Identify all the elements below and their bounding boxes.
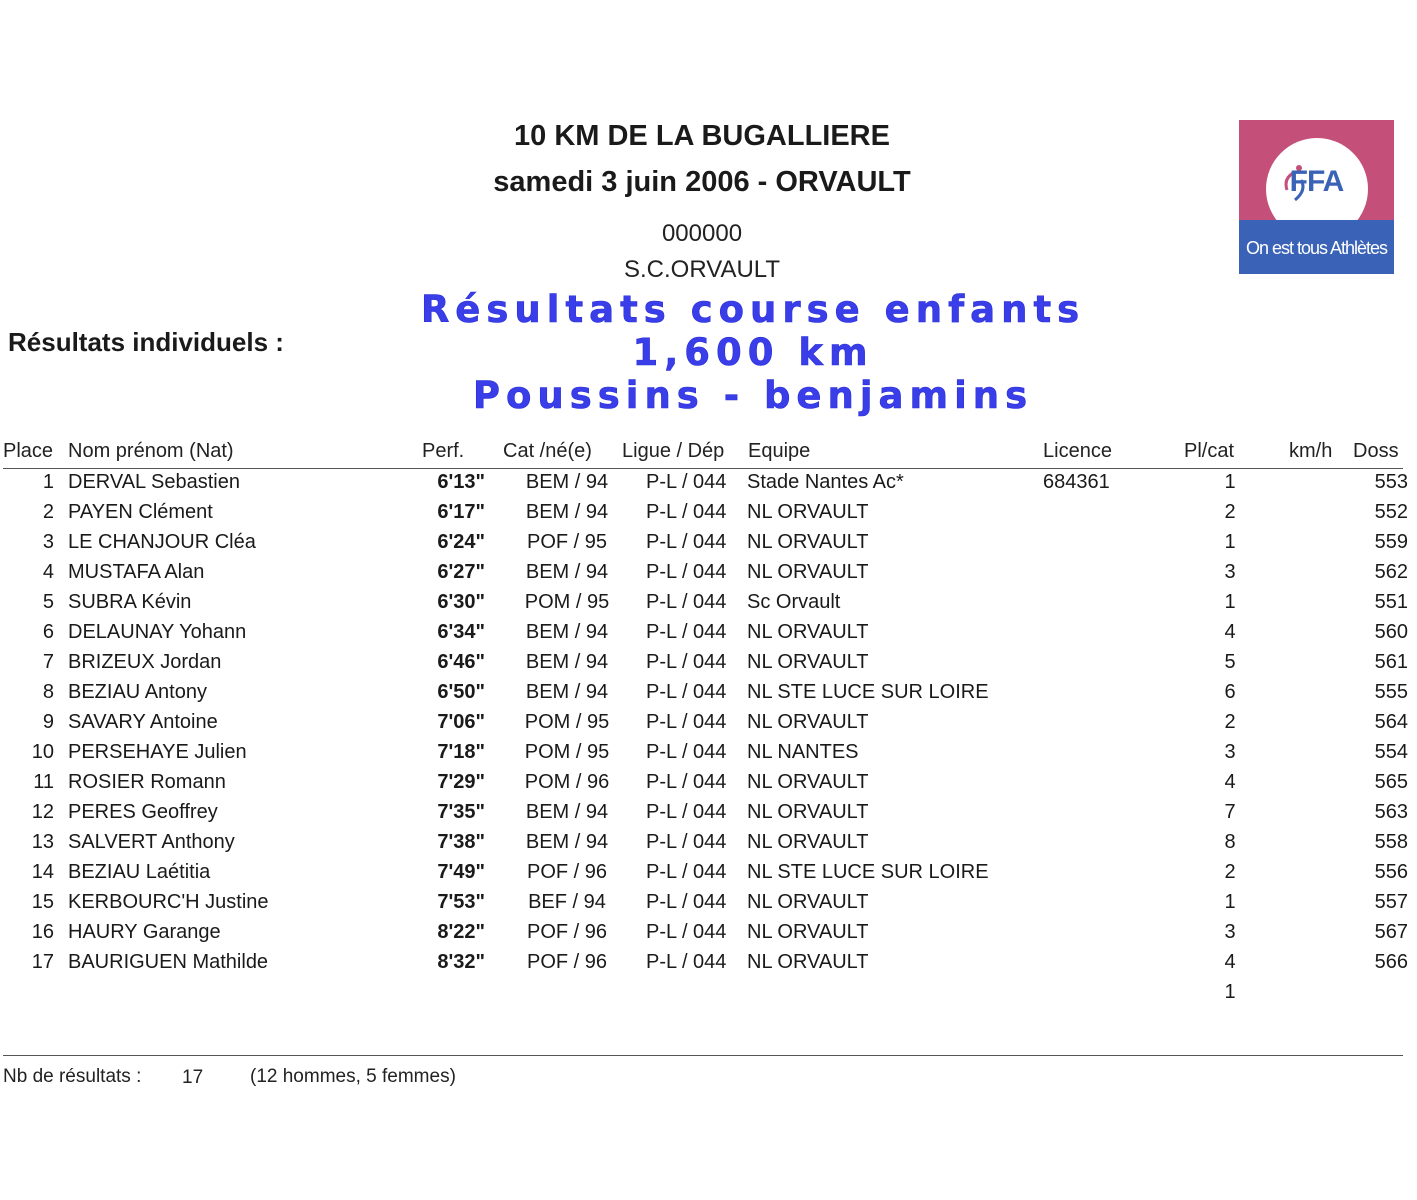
cell-plcat: 3 (1224, 741, 1236, 763)
cell-perf: 6'30" (437, 591, 485, 613)
cell-plcat: 3 (1224, 561, 1236, 583)
cell-ligue: P-L / 044 (646, 951, 727, 973)
cell-team: NL ORVAULT (747, 951, 869, 973)
cell-place: 8 (42, 681, 54, 703)
col-header-place: Place (3, 440, 54, 462)
cell-category: BEM / 94 (525, 621, 609, 643)
cell-plcat: 2 (1224, 501, 1236, 523)
cell-name: PAYEN Clément (68, 501, 213, 523)
table-row (0, 801, 1417, 831)
table-row (0, 651, 1417, 681)
cell-place: 1 (42, 471, 54, 493)
col-header-ligue: Ligue / Dép (622, 440, 725, 462)
col-header-licence: Licence (1043, 440, 1112, 462)
handwritten-distance: 1,600 km (632, 331, 874, 374)
table-row (0, 471, 1417, 501)
cell-bib: 551 (1374, 591, 1408, 613)
cell-plcat: 2 (1224, 711, 1236, 733)
handwritten-course-title: Résultats course enfants (420, 288, 1086, 331)
cell-place: 7 (42, 651, 54, 673)
cell-team: NL ORVAULT (747, 891, 869, 913)
cell-plcat: 7 (1224, 801, 1236, 823)
cell-place: 13 (31, 831, 54, 853)
cell-ligue: P-L / 044 (646, 741, 727, 763)
cell-place: 17 (31, 951, 54, 973)
cell-perf: 6'27" (437, 561, 485, 583)
cell-name: KERBOURC'H Justine (68, 891, 269, 913)
cell-category: BEM / 94 (525, 501, 609, 523)
table-row (0, 591, 1417, 621)
cell-perf: 7'35" (437, 801, 485, 823)
cell-ligue: P-L / 044 (646, 471, 727, 493)
cell-ligue: P-L / 044 (646, 561, 727, 583)
cell-perf: 6'50" (437, 681, 485, 703)
cell-team: NL ORVAULT (747, 531, 869, 553)
cell-bib: 564 (1374, 711, 1408, 733)
col-header-equipe: Equipe (748, 440, 811, 462)
col-header-name: Nom prénom (Nat) (68, 440, 234, 462)
cell-category: POM / 96 (524, 771, 610, 793)
cell-ligue: P-L / 044 (646, 621, 727, 643)
logo-text: FFA (1289, 165, 1344, 198)
table-row (0, 891, 1417, 921)
footer-divider (3, 1055, 1403, 1056)
cell-name: BEZIAU Laétitia (68, 861, 211, 883)
cell-category: BEF / 94 (528, 891, 606, 913)
cell-team: NL ORVAULT (747, 921, 869, 943)
cell-plcat: 4 (1224, 771, 1236, 793)
cell-place: 14 (31, 861, 54, 883)
cell-plcat: 1 (1224, 981, 1236, 1003)
cell-name: SALVERT Anthony (68, 831, 235, 853)
table-row (0, 951, 1417, 981)
col-header-cat: Cat /né(e) (503, 440, 592, 462)
cell-team: NL ORVAULT (747, 801, 869, 823)
cell-category: BEM / 94 (525, 681, 609, 703)
cell-perf: 6'24" (437, 531, 485, 553)
cell-category: BEM / 94 (525, 801, 609, 823)
cell-place: 10 (31, 741, 54, 763)
cell-name: SAVARY Antoine (68, 711, 218, 733)
cell-ligue: P-L / 044 (646, 801, 727, 823)
table-row (0, 621, 1417, 651)
cell-plcat: 5 (1224, 651, 1236, 673)
event-code: 000000 (661, 220, 743, 247)
cell-name: ROSIER Romann (68, 771, 226, 793)
cell-bib: 557 (1374, 891, 1408, 913)
cell-perf: 7'18" (437, 741, 485, 763)
table-row (0, 561, 1417, 591)
cell-name: LE CHANJOUR Cléa (68, 531, 256, 553)
cell-perf: 7'49" (437, 861, 485, 883)
handwritten-categories: Poussins - benjamins (472, 374, 1034, 417)
table-row (0, 531, 1417, 561)
logo-top-panel (1239, 120, 1394, 220)
table-row (0, 861, 1417, 891)
cell-ligue: P-L / 044 (646, 771, 727, 793)
cell-plcat: 4 (1224, 951, 1236, 973)
table-row (0, 501, 1417, 531)
cell-place: 11 (33, 771, 54, 793)
cell-team: Stade Nantes Ac* (747, 471, 904, 493)
table-row (0, 831, 1417, 861)
cell-bib: 552 (1374, 501, 1408, 523)
cell-category: BEM / 94 (525, 471, 609, 493)
cell-name: PERSEHAYE Julien (68, 741, 247, 763)
cell-category: POF / 96 (526, 921, 608, 943)
cell-name: DERVAL Sebastien (68, 471, 240, 493)
cell-bib: 555 (1374, 681, 1408, 703)
cell-ligue: P-L / 044 (646, 681, 727, 703)
col-header-plcat: Pl/cat (1184, 440, 1235, 462)
col-header-doss: Doss (1353, 440, 1399, 462)
results-breakdown: (12 hommes, 5 femmes) (250, 1066, 456, 1087)
cell-team: NL STE LUCE SUR LOIRE (747, 861, 989, 883)
cell-category: POF / 95 (526, 531, 608, 553)
cell-place: 9 (42, 711, 54, 733)
table-row (0, 981, 1417, 1011)
page-title: 10 KM DE LA BUGALLIERE (514, 120, 890, 152)
cell-place: 5 (42, 591, 54, 613)
cell-plcat: 3 (1224, 921, 1236, 943)
cell-bib: 563 (1374, 801, 1408, 823)
organizer-club: S.C.ORVAULT (623, 256, 781, 283)
table-row (0, 741, 1417, 771)
cell-bib: 558 (1374, 831, 1408, 853)
cell-plcat: 4 (1224, 621, 1236, 643)
cell-bib: 560 (1374, 621, 1408, 643)
cell-ligue: P-L / 044 (646, 711, 727, 733)
cell-team: NL ORVAULT (747, 501, 869, 523)
cell-place: 16 (31, 921, 54, 943)
cell-category: BEM / 94 (525, 831, 609, 853)
cell-place: 15 (31, 891, 54, 913)
ffa-logo (1239, 120, 1394, 274)
cell-ligue: P-L / 044 (646, 921, 727, 943)
cell-category: POM / 95 (524, 741, 610, 763)
results-count-label: Nb de résultats : (3, 1066, 142, 1087)
cell-team: NL ORVAULT (747, 651, 869, 673)
cell-team: NL NANTES (747, 741, 859, 763)
cell-name: MUSTAFA Alan (68, 561, 205, 583)
cell-bib: 556 (1374, 861, 1408, 883)
cell-plcat: 1 (1224, 531, 1236, 553)
cell-perf: 8'22" (437, 921, 485, 943)
cell-team: NL ORVAULT (747, 561, 869, 583)
cell-perf: 6'13" (437, 471, 485, 493)
cell-perf: 6'34" (437, 621, 485, 643)
cell-place: 4 (42, 561, 54, 583)
cell-perf: 8'32" (437, 951, 485, 973)
cell-perf: 7'06" (437, 711, 485, 733)
cell-ligue: P-L / 044 (646, 831, 727, 853)
cell-place: 2 (42, 501, 54, 523)
cell-bib: 554 (1374, 741, 1408, 763)
cell-plcat: 1 (1224, 891, 1236, 913)
logo-tagline: On est tous Athlètes (1245, 238, 1388, 258)
results-count: 17 (182, 1067, 204, 1088)
cell-category: POF / 96 (526, 951, 608, 973)
cell-bib: 565 (1374, 771, 1408, 793)
cell-name: PERES Geoffrey (68, 801, 218, 823)
cell-plcat: 1 (1224, 591, 1236, 613)
table-row (0, 921, 1417, 951)
cell-category: POM / 95 (524, 711, 610, 733)
cell-category: POM / 95 (524, 591, 610, 613)
cell-plcat: 2 (1224, 861, 1236, 883)
cell-bib: 553 (1374, 471, 1408, 493)
cell-name: DELAUNAY Yohann (68, 621, 247, 643)
cell-bib: 567 (1374, 921, 1408, 943)
cell-bib: 566 (1374, 951, 1408, 973)
cell-place: 3 (42, 531, 54, 553)
cell-bib: 561 (1374, 651, 1408, 673)
cell-licence: 684361 (1043, 471, 1110, 493)
cell-team: Sc Orvault (747, 591, 841, 613)
cell-place: 12 (31, 801, 54, 823)
cell-name: BEZIAU Antony (68, 681, 207, 703)
cell-team: NL ORVAULT (747, 771, 869, 793)
cell-ligue: P-L / 044 (646, 651, 727, 673)
cell-category: BEM / 94 (525, 651, 609, 673)
table-row (0, 711, 1417, 741)
event-date-location: samedi 3 juin 2006 - ORVAULT (493, 166, 911, 198)
col-header-perf: Perf. (422, 440, 465, 462)
cell-team: NL ORVAULT (747, 621, 869, 643)
cell-name: BAURIGUEN Mathilde (68, 951, 269, 973)
cell-perf: 7'29" (437, 771, 485, 793)
cell-category: POF / 96 (526, 861, 608, 883)
cell-ligue: P-L / 044 (646, 861, 727, 883)
cell-ligue: P-L / 044 (646, 531, 727, 553)
cell-bib: 559 (1374, 531, 1408, 553)
cell-name: HAURY Garange (68, 921, 221, 943)
cell-team: NL ORVAULT (747, 711, 869, 733)
header-divider (3, 468, 1403, 469)
cell-perf: 6'46" (437, 651, 485, 673)
cell-perf: 7'53" (437, 891, 485, 913)
cell-perf: 6'17" (437, 501, 485, 523)
cell-ligue: P-L / 044 (646, 591, 727, 613)
cell-plcat: 6 (1224, 681, 1236, 703)
cell-team: NL ORVAULT (747, 831, 869, 853)
cell-place: 6 (42, 621, 54, 643)
table-row (0, 771, 1417, 801)
cell-bib: 562 (1374, 561, 1408, 583)
table-row (0, 681, 1417, 711)
col-header-kmh: km/h (1289, 440, 1333, 462)
cell-ligue: P-L / 044 (646, 501, 727, 523)
cell-perf: 7'38" (437, 831, 485, 853)
cell-plcat: 8 (1224, 831, 1236, 853)
cell-ligue: P-L / 044 (646, 891, 727, 913)
cell-category: BEM / 94 (525, 561, 609, 583)
section-label: Résultats individuels : (8, 327, 284, 357)
cell-name: SUBRA Kévin (68, 591, 192, 613)
cell-name: BRIZEUX Jordan (68, 651, 222, 673)
cell-plcat: 1 (1224, 471, 1236, 493)
cell-team: NL STE LUCE SUR LOIRE (747, 681, 989, 703)
